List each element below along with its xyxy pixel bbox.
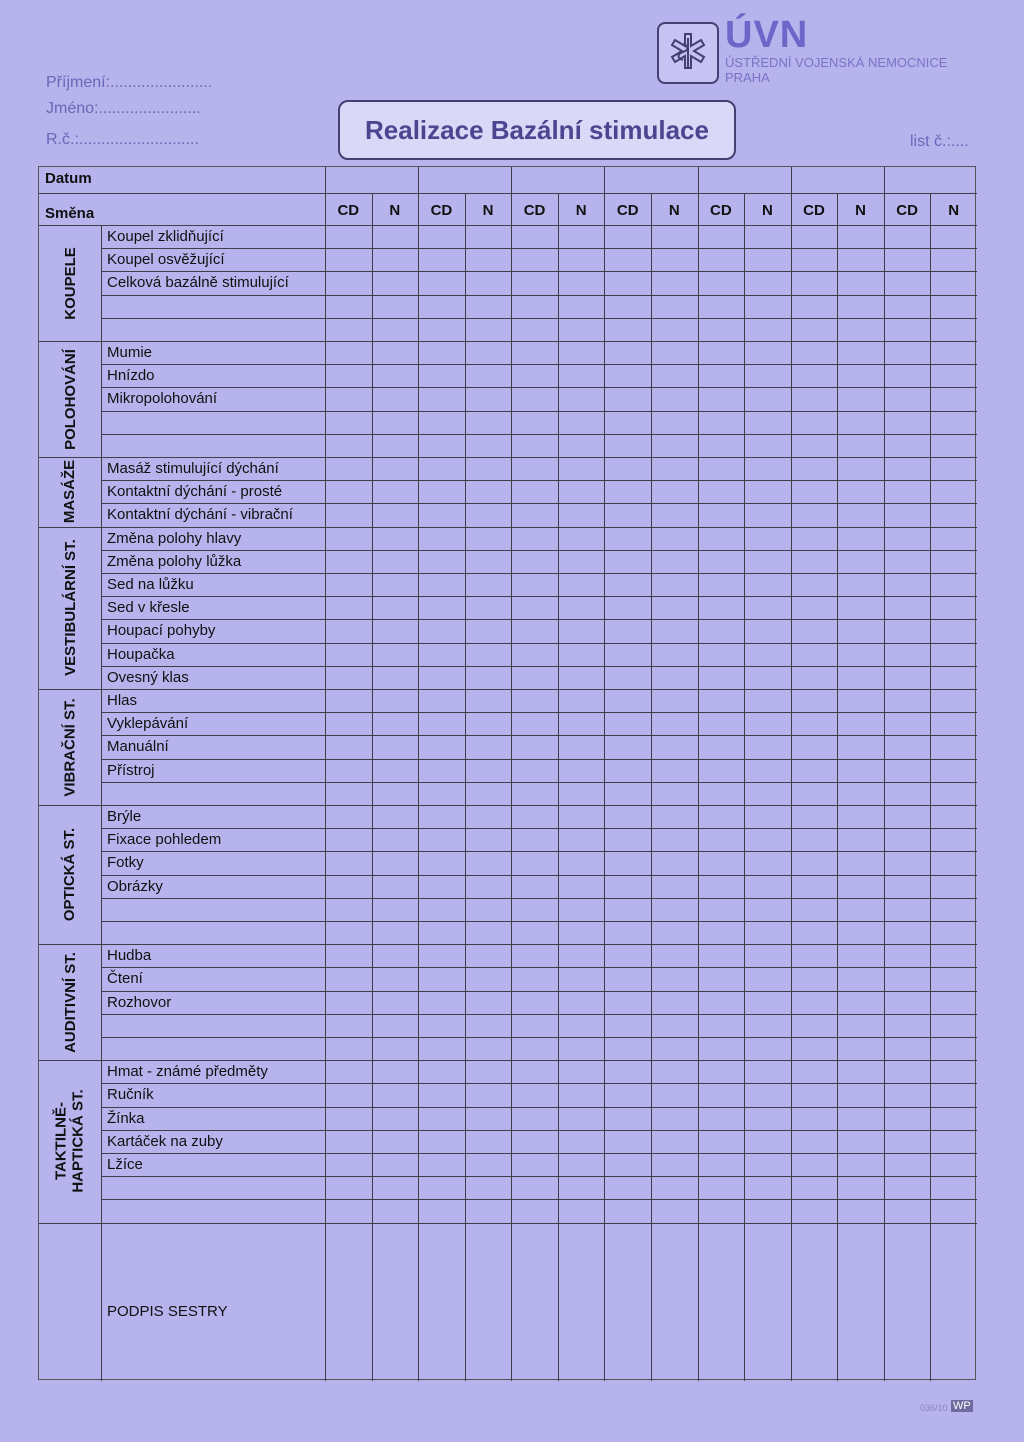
grid-line	[837, 193, 838, 1381]
shift-column-header: CD	[430, 202, 453, 219]
grid-line	[651, 193, 652, 1381]
stimulation-item-label: Rozhovor	[107, 993, 172, 1011]
section-label-text: POLOHOVÁNÍ	[61, 348, 79, 450]
stimulation-item-label: Masáž stimulující dýchání	[107, 460, 279, 477]
shift-column-header: CD	[896, 202, 918, 219]
section-label	[39, 457, 101, 527]
grid-line	[101, 573, 977, 574]
logo-abbreviation: ÚVN	[725, 14, 809, 56]
stimulation-item-label: Kontaktní dýchání - vibrační	[107, 506, 293, 524]
grid-line	[930, 193, 931, 1381]
grid-line	[558, 193, 559, 1381]
grid-line	[101, 759, 977, 760]
section-label	[39, 1060, 101, 1222]
section-label-text: VESTIBULÁRNÍ ST.	[61, 539, 79, 677]
section-label	[39, 225, 101, 341]
grid-line	[101, 318, 977, 319]
section-label-text: VIBRAČNÍ ST.	[61, 697, 79, 797]
grid-line	[101, 1014, 977, 1015]
stimulation-item-label: Hmat - známé předměty	[107, 1063, 268, 1081]
grid-line	[101, 596, 977, 597]
hospital-emblem-icon	[657, 22, 719, 84]
stimulation-item-label: Kontaktní dýchání - prosté	[107, 483, 283, 501]
grid-line	[325, 167, 326, 1381]
birth-number-field-label: R.č.:...........................	[46, 131, 199, 148]
stimulation-item-label: Brýle	[107, 808, 142, 825]
stimulation-item-label: Kartáček na zuby	[107, 1132, 223, 1150]
grid-line	[418, 167, 419, 1381]
stimulation-record-table	[38, 166, 976, 1380]
stimulation-item-label: Změna polohy hlavy	[107, 529, 242, 547]
section-label	[39, 805, 101, 944]
shift-column-header: CD	[337, 202, 360, 219]
grid-line	[465, 193, 466, 1381]
grid-line	[372, 193, 373, 1381]
grid-line	[101, 1037, 977, 1038]
grid-line	[101, 503, 977, 504]
grid-line	[604, 167, 605, 1381]
grid-line	[101, 828, 977, 829]
grid-line	[884, 167, 885, 1381]
section-label	[39, 689, 101, 805]
grid-line	[791, 167, 792, 1381]
grid-line	[101, 387, 977, 388]
grid-line	[101, 434, 977, 435]
stimulation-item-label: Lžíce	[107, 1156, 143, 1173]
logo-name-line-2: PRAHA	[725, 70, 770, 85]
section-label-text: MASÁŽE	[61, 460, 79, 524]
stimulation-item-label: Houpačka	[107, 645, 175, 663]
grid-line	[101, 851, 977, 852]
stimulation-item-label: Ručník	[107, 1086, 154, 1104]
grid-line	[101, 735, 977, 736]
stimulation-item-label: Vyklepávání	[107, 715, 189, 733]
section-label	[39, 944, 101, 1060]
stimulation-item-label: Mikropolohování	[107, 390, 218, 408]
grid-line	[101, 1083, 977, 1084]
logo-name-line-1: ÚSTŘEDNÍ VOJENSKÁ NEMOCNICE	[725, 55, 948, 70]
grid-line	[511, 167, 512, 1381]
section-label-text: TAKTILNĚ- HAPTICKÁ ST.	[53, 1089, 87, 1194]
stimulation-item-label: Fixace pohledem	[107, 831, 222, 849]
grid-line	[101, 364, 977, 365]
stimulation-item-label: Hudba	[107, 947, 152, 965]
stimulation-item-label: Změna polohy lůžka	[107, 552, 242, 570]
grid-line	[101, 712, 977, 713]
shift-column-header: N	[575, 202, 587, 219]
form-title: Realizace Bazální stimulace	[338, 100, 736, 160]
grid-line	[101, 782, 977, 783]
stimulation-item-label: Žínka	[107, 1109, 145, 1127]
shift-column-header: CD	[616, 202, 639, 219]
stimulation-item-label: Mumie	[107, 344, 153, 361]
shift-column-header: N	[855, 202, 866, 219]
section-label	[39, 341, 101, 457]
shift-column-header: CD	[803, 202, 825, 219]
stimulation-item-label: Ovesný klas	[107, 668, 189, 686]
grid-line	[101, 666, 977, 667]
stimulation-item-label: Hnízdo	[107, 367, 155, 385]
section-label-text: AUDITIVNÍ ST.	[61, 951, 79, 1053]
smena-header-label: Směna	[45, 205, 95, 222]
stimulation-item-label: Manuální	[107, 738, 169, 756]
section-label	[39, 527, 101, 689]
shift-column-header: N	[389, 202, 401, 219]
shift-column-header: N	[482, 202, 494, 219]
grid-line	[101, 411, 977, 412]
stimulation-item-label: Houpací pohyby	[107, 622, 216, 640]
shift-column-header: N	[762, 202, 773, 219]
grid-line	[101, 1176, 977, 1177]
stimulation-item-label: Obrázky	[107, 877, 163, 895]
sheet-number-label: list č.:....	[910, 133, 969, 150]
form-code: 036/10	[920, 1403, 948, 1413]
grid-line	[101, 1199, 977, 1200]
stimulation-item-label: Fotky	[107, 854, 144, 872]
grid-line	[101, 643, 977, 644]
grid-line	[101, 480, 977, 481]
grid-line	[101, 295, 977, 296]
grid-line	[101, 991, 977, 992]
grid-line	[101, 898, 977, 899]
section-label-text: OPTICKÁ ST.	[61, 827, 79, 922]
shift-column-header: CD	[710, 202, 732, 219]
stimulation-item-label: Sed v křesle	[107, 599, 190, 617]
stimulation-item-label: Sed na lůžku	[107, 576, 194, 593]
shift-column-header: CD	[523, 202, 546, 219]
surname-field-label: Příjmení:.......................	[46, 74, 213, 91]
stimulation-item-label: Hlas	[107, 692, 138, 709]
grid-line	[101, 967, 977, 968]
nurse-signature-label: PODPIS SESTRY	[107, 1303, 228, 1320]
stimulation-item-label: Celková bazálně stimulující	[107, 274, 289, 292]
grid-line	[101, 271, 977, 272]
grid-line	[101, 1153, 977, 1154]
grid-line	[101, 550, 977, 551]
grid-line	[101, 875, 977, 876]
stimulation-item-label: Čtení	[107, 970, 143, 988]
stimulation-item-label: Koupel osvěžující	[107, 251, 225, 269]
grid-line	[101, 921, 977, 922]
grid-line	[101, 225, 102, 1381]
datum-header-label: Datum	[45, 170, 92, 187]
section-label-text: KOUPELE	[61, 246, 79, 320]
print-mark: WP	[953, 1400, 971, 1412]
stimulation-item-label: Koupel zklidňující	[107, 228, 224, 245]
grid-line	[101, 1130, 977, 1131]
shift-column-header: N	[668, 202, 680, 219]
shift-column-header: N	[948, 202, 960, 219]
grid-line	[101, 619, 977, 620]
grid-line	[101, 1107, 977, 1108]
grid-line	[744, 193, 745, 1381]
grid-line	[101, 248, 977, 249]
first-name-field-label: Jméno:.......................	[46, 100, 201, 117]
grid-line	[698, 167, 699, 1381]
logo-hospital-name	[725, 55, 947, 85]
stimulation-item-label: Přístroj	[107, 761, 155, 779]
